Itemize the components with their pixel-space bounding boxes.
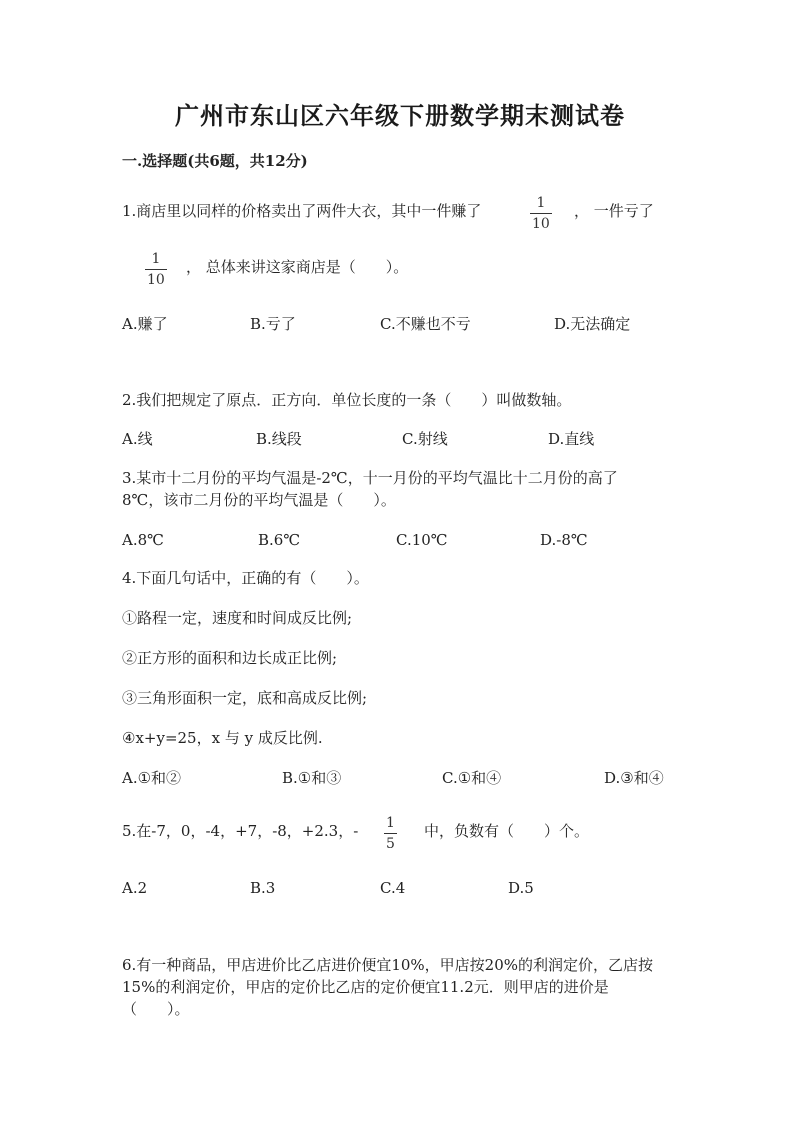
q5-option-c[interactable]: C.4 <box>380 879 406 897</box>
q4-option-a[interactable]: A.①和② <box>122 769 182 787</box>
q3-option-a[interactable]: A.8℃ <box>122 531 164 549</box>
q5-option-a[interactable]: A.2 <box>122 879 148 897</box>
q1-frac2-numerator: 1 <box>151 251 161 267</box>
q4-statement-1: ①路程一定，速度和时间成反比例; <box>122 609 353 627</box>
q2-option-a[interactable]: A.线 <box>122 430 153 448</box>
q5-text-part2: 中，负数有（ ）个。 <box>424 822 590 840</box>
q4-option-b[interactable]: B.①和③ <box>282 769 342 787</box>
q3-option-d[interactable]: D.-8℃ <box>540 531 588 549</box>
q1-text-part3: ， 总体来讲这家商店是（ ）。 <box>186 258 409 276</box>
q1-fraction-1 <box>530 195 552 232</box>
q3-text-line1: 3.某市十二月份的平均气温是-2℃，十一月份的平均气温比十二月份的高了 <box>122 469 618 487</box>
q1-text-part2: ， 一件亏了 <box>574 202 654 220</box>
q1-option-a[interactable]: A.赚了 <box>122 315 168 333</box>
q4-statement-3: ③三角形面积一定，底和高成反比例; <box>122 689 368 707</box>
q5-frac-numerator: 1 <box>386 815 395 831</box>
q1-frac1-denominator: 10 <box>532 216 550 232</box>
q6-text-line3: （ ）。 <box>122 1000 190 1018</box>
q2-option-b[interactable]: B.线段 <box>256 430 302 448</box>
q3-text-line2: 8℃，该市二月份的平均气温是（ ）。 <box>122 491 396 509</box>
q6-text-line1: 6.有一种商品，甲店进价比乙店进价便宜10%，甲店按20%的利润定价，乙店按 <box>122 956 653 974</box>
q3-option-b[interactable]: B.6℃ <box>258 531 301 549</box>
q1-fraction-2 <box>145 251 167 288</box>
section-heading: 一.选择题(共6题，共12分) <box>122 152 308 170</box>
q4-option-d[interactable]: D.③和④ <box>604 769 664 787</box>
q2-option-d[interactable]: D.直线 <box>548 430 595 448</box>
q5-frac-denominator: 5 <box>386 836 395 852</box>
q3-option-c[interactable]: C.10℃ <box>396 531 448 549</box>
q5-fraction <box>384 815 397 852</box>
q1-frac1-numerator: 1 <box>536 195 546 211</box>
q2-option-c[interactable]: C.射线 <box>402 430 448 448</box>
q5-text-part1: 5.在-7，0，-4，+7，-8，+2.3，- <box>122 822 359 840</box>
q1-option-d[interactable]: D.无法确定 <box>554 315 631 333</box>
q1-option-c[interactable]: C.不赚也不亏 <box>380 315 471 333</box>
q1-text-part1: 1.商店里以同样的价格卖出了两件大衣，其中一件赚了 <box>122 202 482 220</box>
q1-frac2-denominator: 10 <box>147 272 165 288</box>
page-title: 广州市东山区六年级下册数学期末测试卷 <box>175 101 625 130</box>
q2-text: 2.我们把规定了原点．正方向．单位长度的一条（ ）叫做数轴。 <box>122 391 572 409</box>
q6-text-line2: 15%的利润定价，甲店的定价比乙店的定价便宜11.2元．则甲店的进价是 <box>122 978 609 996</box>
q4-text: 4.下面几句话中，正确的有（ ）。 <box>122 569 369 587</box>
fraction-bar <box>384 833 397 834</box>
fraction-bar <box>145 269 167 270</box>
q4-statement-4: ④x+y=25，x 与 y 成反比例. <box>122 729 323 747</box>
fraction-bar <box>530 213 552 214</box>
q4-statement-2: ②正方形的面积和边长成正比例; <box>122 649 338 667</box>
q5-option-b[interactable]: B.3 <box>250 879 276 897</box>
q4-option-c[interactable]: C.①和④ <box>442 769 502 787</box>
q1-option-b[interactable]: B.亏了 <box>250 315 296 333</box>
q5-option-d[interactable]: D.5 <box>508 879 534 897</box>
